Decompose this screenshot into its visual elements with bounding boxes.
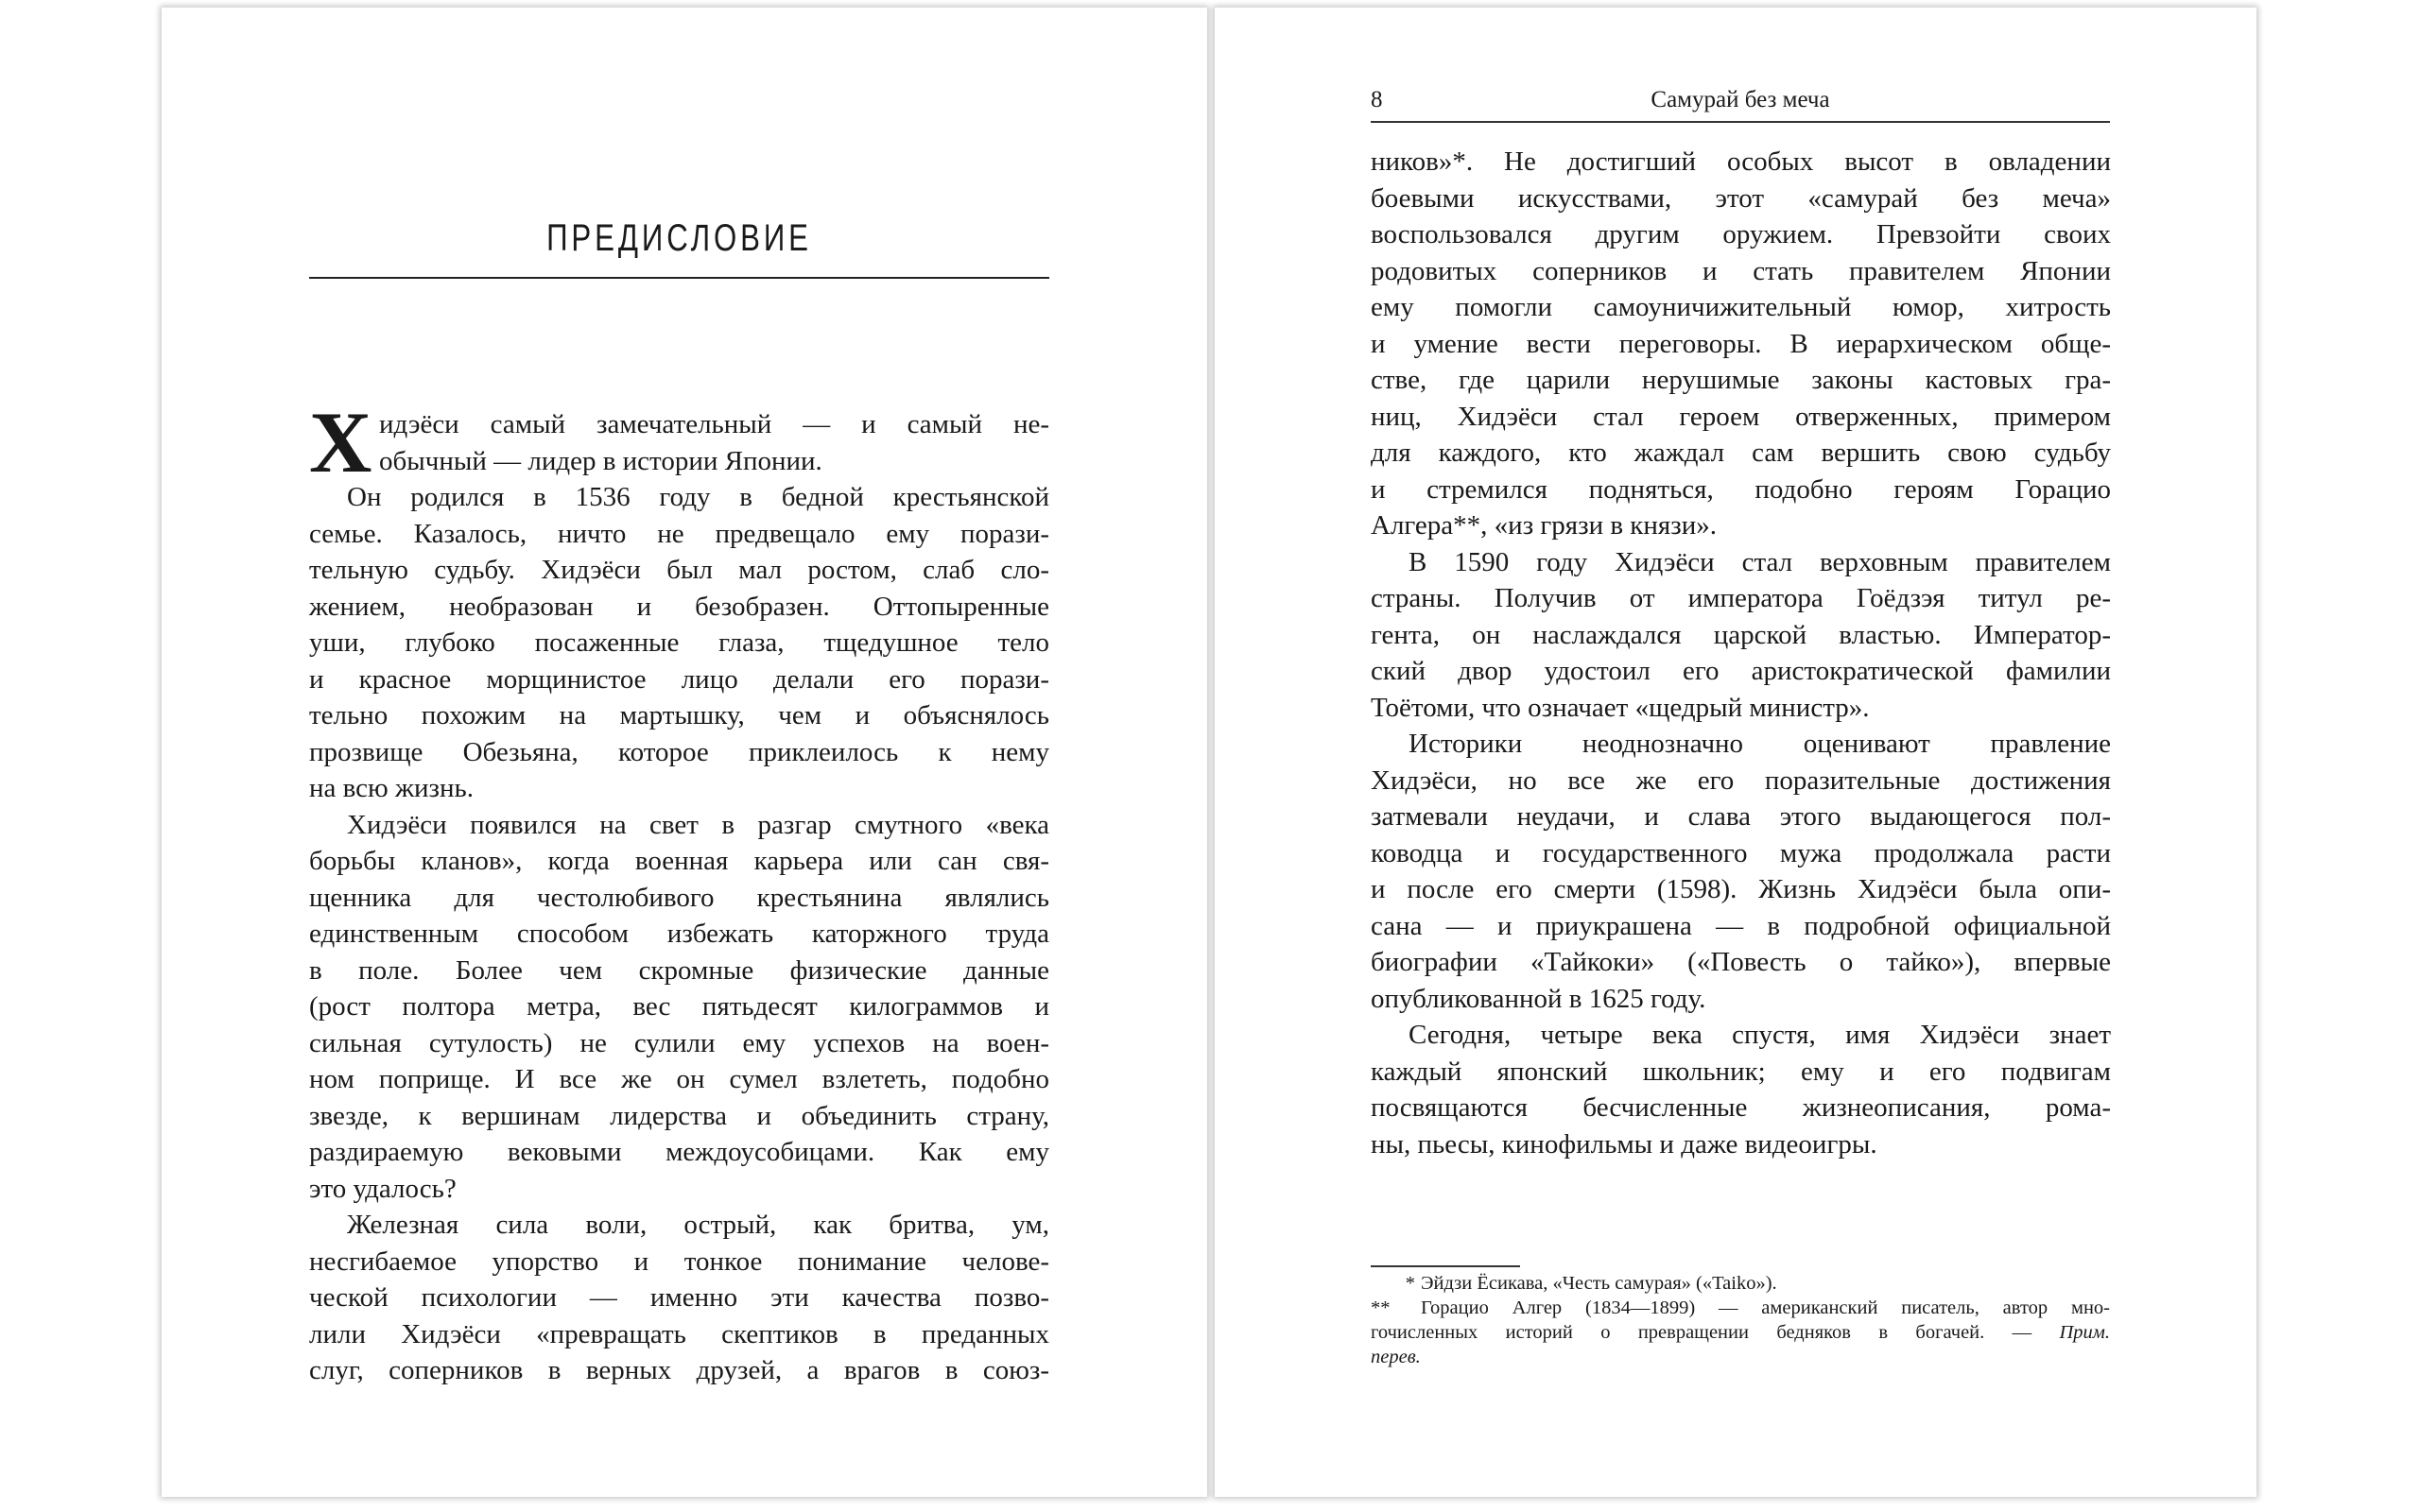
running-header	[1371, 87, 2110, 123]
text-line: обычный — лидер в истории Японии.	[379, 445, 822, 476]
right-body-text	[1371, 144, 2111, 1162]
text-line: Историки неоднозначно оценивают правление	[1409, 729, 2111, 759]
text-line: щенника для честолюбивого крестьянина являлись	[309, 882, 1049, 913]
text-line: в поле. Более чем скромные физические данные	[309, 954, 1049, 986]
translator-note: Прим.	[2059, 1322, 2110, 1343]
text-line: каждый японский школьник; ему и его подвигам	[1371, 1056, 2111, 1087]
text-line: стве, где царили нерушимые законы кастовых гра-	[1371, 365, 2111, 395]
text-line: Сегодня, четыре века спустя, имя Хидэёси знает	[1409, 1020, 2111, 1050]
text-line: ниц, Хидэёси стал героем отверженных, примером	[1371, 401, 2111, 432]
text-line: для каждого, кто жаждал сам вершить свою судьбу	[1371, 438, 2111, 468]
text-line: гента, он наслаждался царской властью. Император-	[1371, 619, 2111, 650]
text-line: тельную судьбу. Хидэёси был мал ростом, слаб сло-	[309, 555, 1049, 585]
text-line: Хидэёси появился на свет в разгар смутного «века	[347, 809, 1049, 840]
text-line: тельно похожим на мартышку, чем и объяснялось	[309, 700, 1049, 730]
text-line: посвящаются бесчисленные жизнеописания, рома-	[1371, 1092, 2111, 1123]
text-line: биографии «Тайкоки» («Повесть о тайко»), впервые	[1371, 947, 2111, 977]
translator-note: перев.	[1371, 1347, 1421, 1367]
text-line: Тоётоми, что означает «щедрый министр».	[1371, 692, 1870, 723]
text-line: прозвище Обезьяна, которое приклеилось к нему	[309, 736, 1049, 767]
right-page	[1215, 8, 2256, 1497]
text-line: страны. Получив от императора Гоёдзэя титул ре-	[1371, 583, 2111, 613]
text-line: звезде, к вершинам лидерства и объединить страну,	[309, 1100, 1049, 1131]
text-line: ководца и государственного мужа продолжала расти	[1371, 837, 2111, 868]
text-line: это удалось?	[309, 1173, 457, 1204]
footnote-text: Эйдзи Ёсикава, «Честь самурая» («Taiko»).	[1421, 1273, 1777, 1294]
title-rule	[309, 277, 1049, 279]
text-line: и стремился подняться, подобно героям Горацио	[1371, 473, 2111, 505]
text-line: воспользовался другим оружием. Превзойти своих	[1371, 219, 2111, 249]
text-line: ном поприще. И все же он сумел взлететь, подобно	[309, 1064, 1049, 1094]
text-line: ческой психологии — именно эти качества позво-	[309, 1282, 1049, 1313]
text-line: опубликованной в 1625 году.	[1371, 983, 1706, 1014]
footnote-text: гочисленных историй о превращении бедняков в богачей. —	[1371, 1322, 2032, 1343]
text-line: семье. Казалось, ничто не предвещало ему порази-	[309, 518, 1049, 549]
text-line: ников»*. Не достигший особых высот в овладении	[1371, 146, 2111, 177]
footnote-1	[1371, 1271, 2110, 1296]
text-line: затмевали неудачи, и слава этого выдающегося пол-	[1371, 801, 2111, 832]
text-line: ский двор удостоил его аристократической фамилии	[1371, 656, 2111, 686]
text-line: раздираемую вековыми междоусобицами. Как ему	[309, 1137, 1049, 1167]
text-line: лили Хидэёси «превращать скептиков в преданных	[309, 1318, 1049, 1349]
text-line: родовитых соперников и стать правителем Японии	[1371, 255, 2111, 286]
text-line: ему помогли самоуничижительный юмор, хитрость	[1371, 292, 2111, 322]
running-title: Самурай без меча	[1651, 87, 1830, 112]
text-line: (рост полтора метра, вес пятьдесят килограммов и	[309, 991, 1049, 1022]
text-line: и умение вести переговоры. В иерархическом обще-	[1371, 328, 2111, 359]
text-line: и после его смерти (1598). Жизнь Хидэёси была опи-	[1371, 874, 2111, 904]
text-line: несгибаемое упорство и тонкое понимание челове-	[309, 1246, 1049, 1277]
drop-cap: Х	[309, 394, 372, 490]
text-line: жением, необразован и безобразен. Оттопыренные	[309, 591, 1049, 622]
footnote-mark: *	[1405, 1273, 1415, 1294]
text-line: единственным способом избежать каторжного труда	[309, 919, 1049, 949]
footnote-mark: **	[1371, 1297, 1391, 1318]
footnote-rule	[1371, 1265, 1520, 1267]
text-line: сильная сутулость) не сулили ему успехов на воен-	[309, 1027, 1049, 1058]
text-line: В 1590 году Хидэёси стал верховным правителем	[1409, 546, 2111, 577]
footnote-2-continuation	[1371, 1345, 2110, 1369]
text-line: Хидэёси, но все же его поразительные достижения	[1371, 765, 2111, 796]
footnotes	[1371, 1271, 2110, 1369]
text-line: на всю жизнь.	[309, 773, 474, 803]
text-line: сана — и приукрашена — в подробной официальной	[1371, 910, 2111, 941]
footnote-2-continuation	[1371, 1320, 2110, 1345]
text-line: слуг, соперников в верных друзей, а врагов в союз-	[309, 1355, 1049, 1385]
text-line: борьбы кланов», когда военная карьера или сан свя-	[309, 846, 1049, 876]
left-body-text	[309, 394, 1049, 1389]
text-line: ны, пьесы, кинофильмы и даже видеоигры.	[1371, 1128, 1877, 1160]
page-number: 8	[1371, 87, 1383, 112]
text-line: Железная сила воли, острый, как бритва, ум,	[347, 1210, 1049, 1240]
footnote-text: Горацио Алгер (1834—1899) — американский писатель, автор мно-	[1421, 1297, 2110, 1318]
text-line: и красное морщинистое лицо делали его порази-	[309, 663, 1049, 695]
chapter-title: ПРЕДИСЛОВИЕ	[546, 217, 812, 259]
text-line: боевыми искусствами, этот «самурай без меча»	[1371, 182, 2111, 214]
text-line: Он родился в 1536 году в бедной крестьянской	[347, 482, 1049, 512]
footnote-2	[1371, 1296, 2110, 1320]
text-line: Алгера**, «из грязи в князи».	[1371, 510, 1717, 541]
text-line: идэёси самый замечательный — и самый не-	[379, 409, 1049, 439]
left-page	[162, 8, 1207, 1497]
text-line: уши, глубоко посаженные глаза, тщедушное тело	[309, 627, 1049, 658]
